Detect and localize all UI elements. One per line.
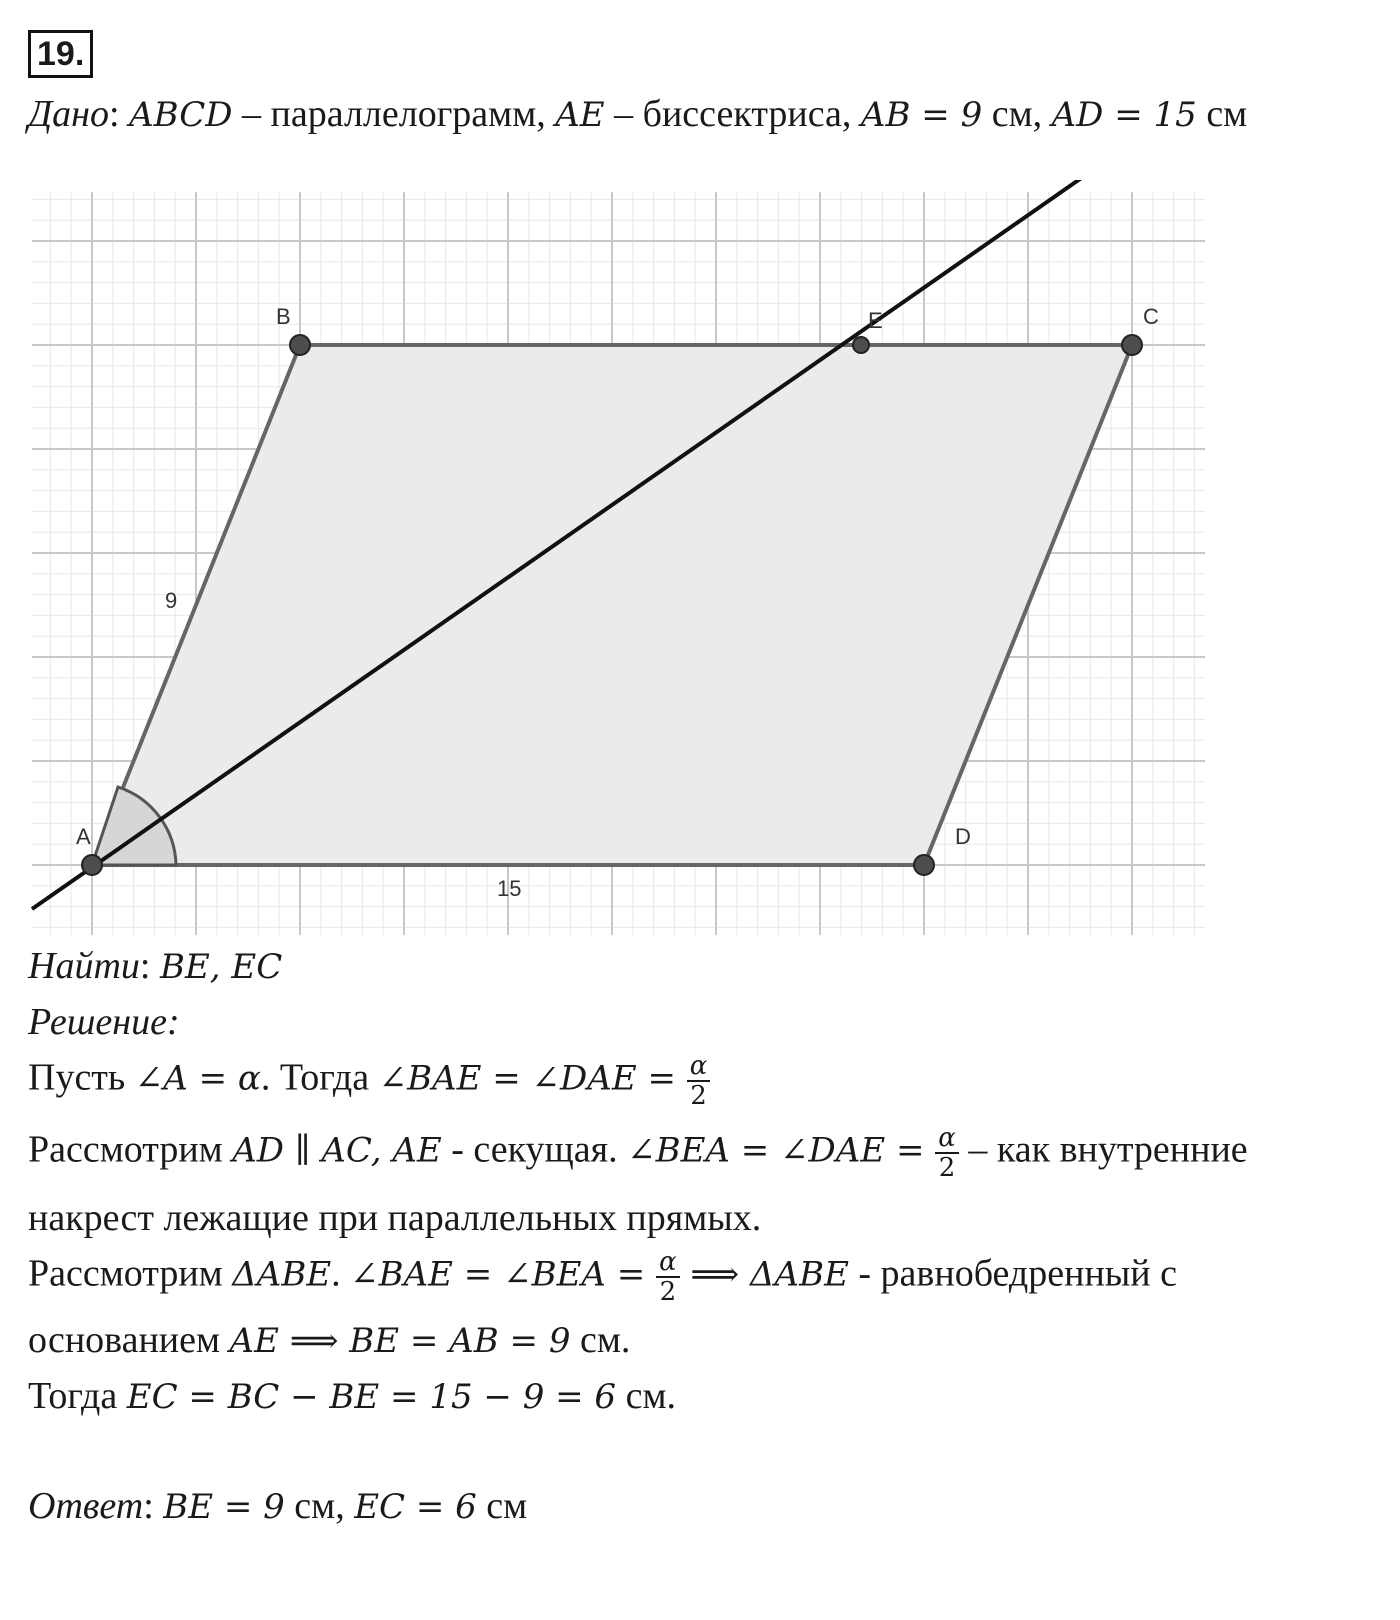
label-side-ad: 15 (497, 876, 522, 901)
fraction-alpha-half (935, 1124, 959, 1182)
answer-label: Ответ (28, 1485, 144, 1527)
step-5 (28, 1318, 630, 1362)
given-bisector: AE (555, 95, 605, 135)
step-6-text-b: см. (616, 1375, 676, 1417)
step-1-math-b: ∠BAE = ∠DAE = (378, 1058, 687, 1099)
fraction-alpha-half (656, 1248, 680, 1306)
find-value: BE, EC (159, 947, 283, 987)
step-4-text-a: Рассмотрим (28, 1252, 233, 1295)
point-b (290, 335, 310, 355)
answer-line: Ответ: BE = 9 см, EC = 6 см (28, 1485, 528, 1527)
step-2-text-c: – как внутренние (958, 1128, 1248, 1171)
step-2-math-b: ∠BEA = ∠DAE = (627, 1130, 936, 1171)
step-2-math-a: AD ∥ AC, AE (232, 1130, 442, 1171)
given-label: Дано (28, 93, 110, 135)
step-5-text-b: см. (570, 1319, 631, 1361)
answer-be: BE = 9 (163, 1487, 285, 1527)
point-d (914, 855, 934, 875)
step-1-text-b: . Тогда (260, 1056, 379, 1099)
label-e: E (868, 308, 883, 333)
fraction-denominator: 2 (659, 1277, 677, 1307)
fraction-numerator: α (656, 1248, 680, 1278)
given-ad: AD = 15 (1051, 95, 1197, 135)
given-ab-unit: см, (982, 93, 1052, 135)
step-2-text-b: - секущая. (441, 1128, 628, 1171)
answer-be-unit: см, (284, 1485, 355, 1527)
step-1-math-a: ∠A = α (134, 1058, 261, 1099)
step-4-text-c: - равнобедренный с (848, 1252, 1178, 1295)
step-3: накрест лежащие при параллельных прямых. (28, 1197, 762, 1239)
point-a (82, 855, 102, 875)
step-4-math-a: ΔABE (232, 1254, 332, 1295)
label-b: B (276, 304, 291, 329)
given-ad-unit: см (1196, 93, 1248, 135)
label-a: A (76, 824, 91, 849)
find-label: Найти (28, 945, 140, 987)
parallelogram-abcd (92, 345, 1132, 865)
point-e (853, 337, 869, 353)
step-4-math-c: ⟹ ΔABE (679, 1254, 849, 1295)
step-5-text-a: основанием (28, 1319, 230, 1361)
answer-ec-unit: см (476, 1485, 528, 1527)
parallelogram-diagram (0, 180, 1400, 940)
given-line: Дано: ABCD – параллелограмм, AE – биссектриса, AB = 9 см, AD = 15 см (28, 93, 1248, 135)
step-5-math: AE ⟹ BE = AB = 9 (229, 1321, 571, 1361)
fraction-numerator: α (687, 1052, 711, 1082)
step-6 (28, 1374, 676, 1418)
fraction-denominator: 2 (690, 1081, 707, 1111)
label-side-ab: 9 (165, 588, 178, 613)
problem-number: 19. (28, 30, 93, 78)
step-2-text-a: Рассмотрим (28, 1128, 233, 1171)
given-ab: AB = 9 (860, 95, 983, 135)
step-4 (28, 1248, 1177, 1306)
step-4-text-b: . (331, 1252, 351, 1295)
given-figure: ABCD (129, 95, 233, 135)
given-bisector-text: – биссектриса, (604, 93, 861, 135)
step-2 (28, 1124, 1248, 1182)
step-6-math: EC = BC − BE = 15 − 9 = 6 (126, 1377, 617, 1417)
label-c: C (1143, 304, 1159, 329)
find-line: Найти: BE, EC (28, 945, 283, 987)
fraction-alpha-half (687, 1052, 711, 1110)
fraction-denominator: 2 (938, 1153, 956, 1183)
given-figure-text: – параллелограмм, (232, 93, 556, 135)
point-c (1122, 335, 1142, 355)
step-1-text-a: Пусть (28, 1056, 135, 1099)
answer-ec: EC = 6 (354, 1487, 477, 1527)
step-4-math-b: ∠BAE = ∠BEA = (350, 1254, 657, 1295)
label-d: D (955, 824, 971, 849)
step-6-text-a: Тогда (28, 1375, 127, 1417)
solution-label: Решение: (28, 1001, 180, 1043)
step-1 (28, 1052, 710, 1110)
fraction-numerator: α (935, 1124, 959, 1154)
